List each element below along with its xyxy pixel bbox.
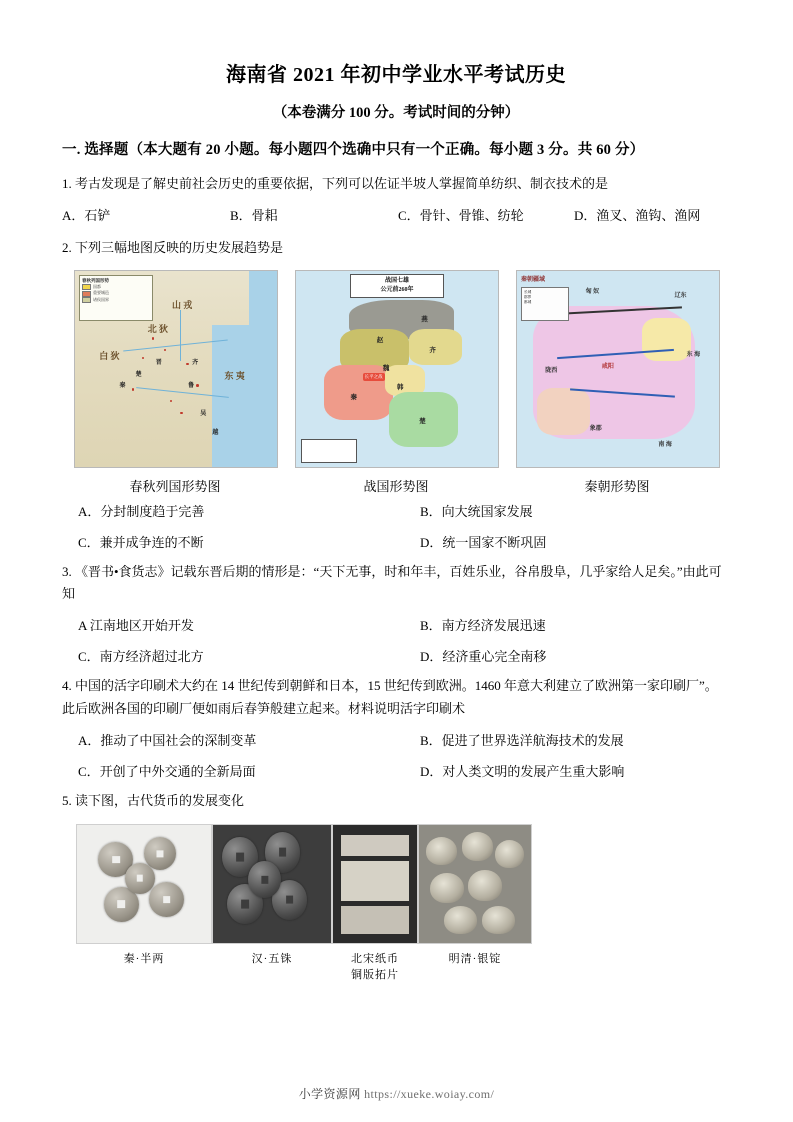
option-d[interactable]: D．经济重心完全南移 xyxy=(420,649,547,665)
question-1-options xyxy=(62,205,730,227)
page-title: 海南省 2021 年初中学业水平考试历史 xyxy=(226,64,566,86)
option-c[interactable]: C．兼并成争连的不断 xyxy=(78,534,204,550)
map-2-caption: 战国形势图 xyxy=(363,478,429,494)
coin-figure-qin xyxy=(76,824,212,982)
footer-brand: 小学资源网 xyxy=(298,1087,361,1101)
option-b[interactable]: B．骨耜 xyxy=(230,207,278,223)
coin-image-1 xyxy=(76,824,212,944)
option-b[interactable]: B．南方经济发展迅速 xyxy=(420,618,546,634)
coin-image-2 xyxy=(212,824,332,944)
coin-image-3 xyxy=(332,824,418,944)
map-image-2: 战国七雄 公元前260年 燕 赵 齐 魏 韩 秦 楚 长平之战 xyxy=(295,270,499,468)
coin-2-caption: 汉·五铢 xyxy=(251,953,293,966)
page-subtitle: （本卷满分 100 分。考试时间的分钟） xyxy=(272,105,520,121)
map-figure-warring-states xyxy=(295,270,497,495)
option-c[interactable]: C．开创了中外交通的全新局面 xyxy=(78,763,256,779)
question-4-options xyxy=(62,730,730,780)
question-4-number: 4. xyxy=(62,678,72,694)
question-1-number: 1. xyxy=(62,176,72,191)
question-1-stem xyxy=(62,173,730,196)
coin-image-4 xyxy=(418,824,532,944)
map-figure-spring-autumn xyxy=(74,270,276,495)
coin-1-caption: 秦·半两 xyxy=(123,953,165,966)
map-2-title: 战国七雄 公元前260年 xyxy=(350,274,444,298)
option-b[interactable]: B．向大统国家发展 xyxy=(420,503,533,519)
map-image-1: 春秋列国形势 国都 重要城邑 诸侯国界 山 戎 北 狄 白 狄 东 夷 楚 秦 晋 齐 鲁 吴 越 xyxy=(74,270,278,468)
footer-watermark xyxy=(0,1085,793,1102)
question-3-stem xyxy=(62,561,730,607)
map-figure-qin xyxy=(516,270,718,495)
section-heading: 一. 选择题（本大题有 20 小题。每小题四个选确中只有一个正确。每小题 3 分。共 60 分） xyxy=(62,142,645,158)
coin-figure-han xyxy=(212,824,332,982)
question-5-number: 5. xyxy=(62,792,72,808)
map-image-3: 秦朝疆域 匈 奴 辽东 东 海 南 海 咸阳 陇西 象郡 长城 郡界 都城 xyxy=(516,270,720,468)
option-c[interactable]: C．南方经济超过北方 xyxy=(78,649,204,665)
question-4-stem xyxy=(62,675,730,721)
option-b[interactable]: B．促进了世界选洋航海技术的发展 xyxy=(420,732,624,748)
question-5-stem xyxy=(62,790,730,813)
map-3-title: 秦朝疆域 xyxy=(521,276,546,283)
coin-figure-songbanknote xyxy=(332,824,418,982)
question-1-text: 考古发现是了解史前社会历史的重要依据，下列可以佐证半坡人掌握简单纺织、制衣技术的是 xyxy=(75,176,609,191)
question-2-figure xyxy=(62,270,730,495)
coin-4-caption: 明清·银锭 xyxy=(448,953,502,966)
question-2-text: 下列三幅地图反映的历史发展趋势是 xyxy=(75,239,284,255)
option-a[interactable]: A．分封制度趋于完善 xyxy=(78,503,205,519)
question-3-number: 3. xyxy=(62,563,72,579)
coin-figure-ming-qing xyxy=(418,824,532,982)
map-3-caption: 秦朝形势图 xyxy=(584,478,650,494)
option-d[interactable]: D．渔叉、渔钩、渔网 xyxy=(574,207,701,223)
question-3-text: 《晋书•食货志》记载东晋后期的情形是：“天下无事，时和年丰，百姓乐业，谷帛殷阜，几乎家给人足矣。”由此可知 xyxy=(62,563,722,602)
option-a[interactable]: A．石铲 xyxy=(62,207,111,223)
option-a[interactable]: A 江南地区开始开发 xyxy=(78,618,194,634)
map-3-legend: 长城 郡界 都城 xyxy=(521,287,569,321)
coin-3-caption: 北宋纸币 铜版拓片 xyxy=(351,953,399,982)
option-a[interactable]: A．推动了中国社会的深制变革 xyxy=(78,732,257,748)
map-2-legend xyxy=(301,439,357,463)
question-2-number: 2. xyxy=(62,239,72,255)
question-5-text: 读下图，古代货币的发展变化 xyxy=(75,792,245,808)
question-3-options xyxy=(62,615,730,665)
page-content xyxy=(62,58,730,982)
map-1-caption: 春秋列国形势图 xyxy=(129,478,221,494)
footer-url[interactable]: https://xueke.woiay.com/ xyxy=(364,1087,495,1101)
map-1-legend: 春秋列国形势 国都 重要城邑 诸侯国界 xyxy=(79,275,153,321)
option-c[interactable]: C．骨针、骨锥、纺轮 xyxy=(398,207,524,223)
question-2-options xyxy=(62,501,730,551)
question-2-stem xyxy=(62,237,730,260)
option-d[interactable]: D．对人类文明的发展产生重大影响 xyxy=(420,763,625,779)
question-4-text: 中国的活字印刷术大约在 14 世纪传到朝鲜和日本，15 世纪传到欧洲。1460 年意大利建立了欧洲第一家印刷厂”。此后欧洲各国的印刷厂便如雨后春笋般建立起来。材料说明活字印刷术 xyxy=(62,678,718,716)
question-5-figure xyxy=(62,824,730,982)
option-d[interactable]: D．统一国家不断巩固 xyxy=(420,534,547,550)
